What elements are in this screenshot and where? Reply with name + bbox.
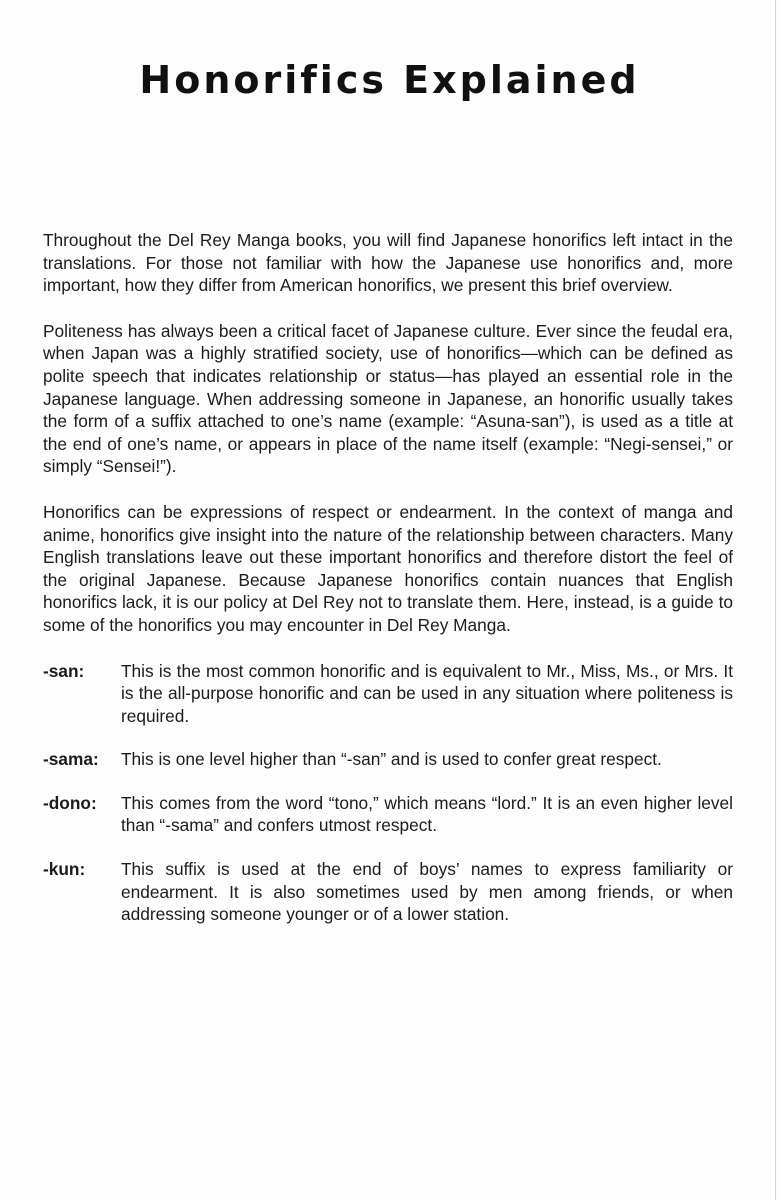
term-entry-kun [43,858,733,926]
term-name: -dono: [43,792,97,813]
term-definition: This is one level higher than “-san” and is used to confer great respect. [121,749,662,770]
expressions-paragraph: Honorifics can be expressions of respect or endearment. In the context of manga and anime, honorifics give insight into the nature of the relationship between characters. Many English translations leave out these important honorifics and therefore distort the feel of the original Japanese. Because Japanese honorifics contain nuances that English honorifics lack, it is our policy at Del Rey not to translate them. Here, instead, is a guide to some of the honorifics you may encounter in Del Rey Manga. [43,501,733,635]
term-definition: This suffix is used at the end of boys’ names to express familiarity or endearment. It is also sometimes used by men among friends, or when addressing someone younger or of a lower station. [121,859,733,925]
term-name: -sama: [43,749,99,770]
term-name: -san: [43,660,85,681]
page-title: Honorifics Explained [139,58,640,102]
term-entry-sama [43,748,733,771]
page-edge [775,0,776,1200]
page-body [43,229,733,947]
term-definition: This is the most common honorific and is equivalent to Mr., Miss, Ms., or Mrs. It is the all-purpose honorific and can be used in any situation where politeness is required. [121,660,733,726]
term-name: -kun: [43,859,86,880]
term-entry-dono [43,792,733,837]
politeness-paragraph: Politeness has always been a critical facet of Japanese culture. Ever since the feudal era, when Japan was a highly stratified society, use of honorifics—which can be defined as polite speech that indicates relationship or status—has played an essential role in the Japanese language. When addressing someone in Japanese, an honorific usually takes the form of a suffix attached to one’s name (example: “Asuna-san”), is used as a title at the end of one’s name, or appears in place of the name itself (example: “Negi-sensei,” or simply “Sensei!”). [43,320,733,477]
intro-paragraph: Throughout the Del Rey Manga books, you will find Japanese honorifics left intact in the translations. For those not familiar with how the Japanese use honorifics and, more important, how they differ from American honorifics, we present this brief overview. [43,230,733,296]
term-entry-san [43,660,733,728]
term-definition: This comes from the word “tono,” which means “lord.” It is an even higher level than “-sama” and confers utmost respect. [121,792,733,836]
